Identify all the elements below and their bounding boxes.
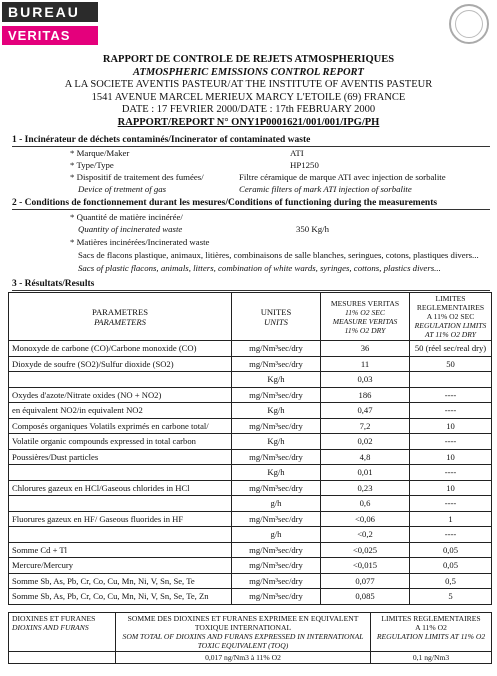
measure-cell: 0,077 (321, 573, 410, 589)
parameter-cell: Composés organiques Volatils exprimés en carbone total/ (9, 418, 232, 434)
quantity-label-fr: * Quantité de matière incinérée/ (70, 212, 183, 222)
title-fr: RAPPORT DE CONTROLE DE REJETS ATMOSPHERIQUES (102, 54, 395, 65)
measure-cell: 0,6 (321, 496, 410, 512)
dioxins-limits-header: LIMITES REGLEMENTAIRES A 11% O2 REGULATION LIMITS AT 11% O2 (371, 613, 492, 652)
parameter-cell (9, 527, 232, 543)
quantity-label-en: Quantity of incinerated waste (78, 224, 183, 234)
unit-cell: mg/Nm³sec/dry (232, 573, 321, 589)
table-row (9, 589, 492, 605)
table-row (9, 511, 492, 527)
parameter-cell: Monoxyde de carbone (CO)/Carbone monoxide (CO) (9, 341, 232, 357)
header-units: UNITES UNITS (232, 293, 321, 341)
limit-cell: 10 (410, 418, 492, 434)
table-row (9, 558, 492, 574)
header-parameters: PARAMETRES PARAMETERS (9, 293, 232, 341)
measure-cell: 186 (321, 387, 410, 403)
section2-title: 2 - Conditions de fonctionnement durant les mesures/Conditions of functioning during the measurements (12, 197, 490, 210)
table-row (9, 465, 492, 481)
limit-cell: 10 (410, 480, 492, 496)
limit-cell: 50 (réel sec/real dry) (410, 341, 492, 357)
parameter-cell: Mercure/Mercury (9, 558, 232, 574)
unit-cell: mg/Nm³sec/dry (232, 418, 321, 434)
limit-cell (410, 372, 492, 388)
limit-cell: 50 (410, 356, 492, 372)
unit-cell: g/h (232, 496, 321, 512)
quantity-value: 350 Kg/h (296, 224, 329, 234)
results-table (8, 292, 492, 605)
parameter-cell: Chlorures gazeux en HCl/Gaseous chlorides in HCl (9, 480, 232, 496)
logo-veritas: VERITAS (2, 26, 98, 45)
unit-cell: Kg/h (232, 372, 321, 388)
type-value: HP1250 (290, 160, 319, 170)
unit-cell: Kg/h (232, 465, 321, 481)
device-label-fr: * Dispositif de traitement des fumées/ (70, 172, 204, 182)
parameter-cell: Somme Sb, As, Pb, Cr, Co, Cu, Mn, Ni, V, Sn, Se, Te, Zn (9, 589, 232, 605)
results-header-row (9, 293, 492, 341)
dioxins-description: SOMME DES DIOXINES ET FURANES EXPRIMEE EN EQUIVALENT TOXIQUE INTERNATIONAL SOM TOTAL OF DIOXINS AND FURANS EXPRESSED IN INTERNATIONAL TOXIC EQUIVALENT (TOQ) (116, 613, 371, 652)
unit-cell: mg/Nm³sec/dry (232, 341, 321, 357)
measure-cell: 0,085 (321, 589, 410, 605)
report-number: RAPPORT/REPORT N° ONY1P0001621/001/001/IPG/PH (117, 116, 380, 128)
table-row (9, 480, 492, 496)
table-row (9, 341, 492, 357)
table-row (9, 573, 492, 589)
measure-cell: 0,23 (321, 480, 410, 496)
dioxins-value: 0,017 ng/Nm3 à 11% O2 (116, 652, 371, 664)
title-en: ATMOSPHERIC EMISSIONS CONTROL REPORT (133, 66, 364, 78)
parameter-cell: Poussières/Dust particles (9, 449, 232, 465)
limit-cell: ---- (410, 496, 492, 512)
limit-cell: 1 (410, 511, 492, 527)
address: 1541 AVENUE MARCEL MERIEUX MARCY L'ETOILE (69) FRANCE (91, 91, 406, 103)
measure-cell: 0,03 (321, 372, 410, 388)
waste-label: * Matières incinérées/Incinerated waste (70, 237, 210, 247)
report-date: DATE : 17 FEVRIER 2000/DATE : 17th FEBRUARY 2000 (121, 104, 376, 115)
measure-cell: <0,06 (321, 511, 410, 527)
device-value-fr: Filtre céramique de marque ATI avec injection de sorbalite (239, 172, 446, 182)
unit-cell: mg/Nm³sec/dry (232, 542, 321, 558)
device-label-en: Device of tretment of gas (78, 184, 167, 194)
unit-cell: mg/Nm³sec/dry (232, 356, 321, 372)
header-measures: MESURES VERITAS 11% O2 SEC MEASURE VERITAS 11% O2 DRY (321, 293, 410, 341)
parameter-cell: Dioxyde de soufre (SO2)/Sulfur dioxide (SO2) (9, 356, 232, 372)
unit-cell: mg/Nm³sec/dry (232, 387, 321, 403)
limit-cell: ---- (410, 465, 492, 481)
limit-cell: ---- (410, 527, 492, 543)
unit-cell: mg/Nm³sec/dry (232, 558, 321, 574)
waste-en: Sacs of plastic flacons, animals, litters, combination of white wards, syringes, cottons, plastics divers... (78, 263, 441, 273)
unit-cell: mg/Nm³sec/dry (232, 449, 321, 465)
table-row (9, 418, 492, 434)
bureau-veritas-logo (2, 2, 98, 45)
dioxins-limit-value: 0,1 ng/Nm3 (371, 652, 492, 664)
table-row (9, 542, 492, 558)
table-row (9, 356, 492, 372)
report-header (0, 54, 497, 129)
limit-cell: 5 (410, 589, 492, 605)
parameter-cell (9, 496, 232, 512)
limit-cell: 0,05 (410, 542, 492, 558)
limit-cell: 0,5 (410, 573, 492, 589)
measure-cell: 0,01 (321, 465, 410, 481)
parameter-cell: Oxydes d'azote/Nitrate oxides (NO + NO2) (9, 387, 232, 403)
dioxins-table (8, 612, 492, 664)
parameter-cell: en équivalent NO2/in equivalent NO2 (9, 403, 232, 419)
maker-value: ATI (290, 148, 304, 158)
measure-cell: <0,2 (321, 527, 410, 543)
table-row (9, 496, 492, 512)
limit-cell: 10 (410, 449, 492, 465)
table-row (9, 449, 492, 465)
unit-cell: Kg/h (232, 403, 321, 419)
limit-cell: ---- (410, 434, 492, 450)
unit-cell: mg/Nm³sec/dry (232, 480, 321, 496)
unit-cell: mg/Nm³sec/dry (232, 589, 321, 605)
parameter-cell: Somme Sb, As, Pb, Cr, Co, Cu, Mn, Ni, V, Sn, Se, Te (9, 573, 232, 589)
dioxins-label: DIOXINES ET FURANES DIOXINS AND FURANS (9, 613, 116, 652)
certification-seal-icon (449, 4, 489, 44)
parameter-cell: Volatile organic compounds expressed in total carbon (9, 434, 232, 450)
table-row (9, 403, 492, 419)
unit-cell: Kg/h (232, 434, 321, 450)
waste-fr: Sacs de flacons plastique, animaux, litières, combinaisons de salle blanches, seringues, cotons, plastiques divers... (78, 250, 479, 260)
limit-cell: 0,05 (410, 558, 492, 574)
measure-cell: 0,47 (321, 403, 410, 419)
header-limits: LIMITES REGLEMENTAIRES A 11% O2 SEC REGULATION LIMITS AT 11% O2 DRY (410, 293, 492, 341)
measure-cell: 0,02 (321, 434, 410, 450)
measure-cell: 36 (321, 341, 410, 357)
parameter-cell (9, 465, 232, 481)
table-row (9, 372, 492, 388)
table-row (9, 527, 492, 543)
measure-cell: <0,015 (321, 558, 410, 574)
limit-cell: ---- (410, 403, 492, 419)
section3-title: 3 - Résultats/Results (12, 278, 490, 291)
measure-cell: 11 (321, 356, 410, 372)
parameter-cell: Somme Cd + Tl (9, 542, 232, 558)
limit-cell: ---- (410, 387, 492, 403)
maker-label: * Marque/Maker (70, 148, 130, 158)
measure-cell: 4,8 (321, 449, 410, 465)
table-row (9, 434, 492, 450)
unit-cell: g/h (232, 527, 321, 543)
section1-title: 1 - Incinérateur de déchets contaminés/Incinerator of contaminated waste (12, 134, 490, 147)
measure-cell: <0,025 (321, 542, 410, 558)
measure-cell: 7,2 (321, 418, 410, 434)
table-row (9, 387, 492, 403)
parameter-cell: Fluorures gazeux en HF/ Gaseous fluorides in HF (9, 511, 232, 527)
device-value-en: Ceramic filters of mark ATI injection of sorbalite (239, 184, 412, 194)
type-label: * Type/Type (70, 160, 114, 170)
parameter-cell (9, 372, 232, 388)
company: A LA SOCIETE AVENTIS PASTEUR/AT THE INSTITUTE OF AVENTIS PASTEUR (64, 79, 433, 90)
logo-bureau: BUREAU (2, 2, 98, 22)
unit-cell: mg/Nm³sec/dry (232, 511, 321, 527)
